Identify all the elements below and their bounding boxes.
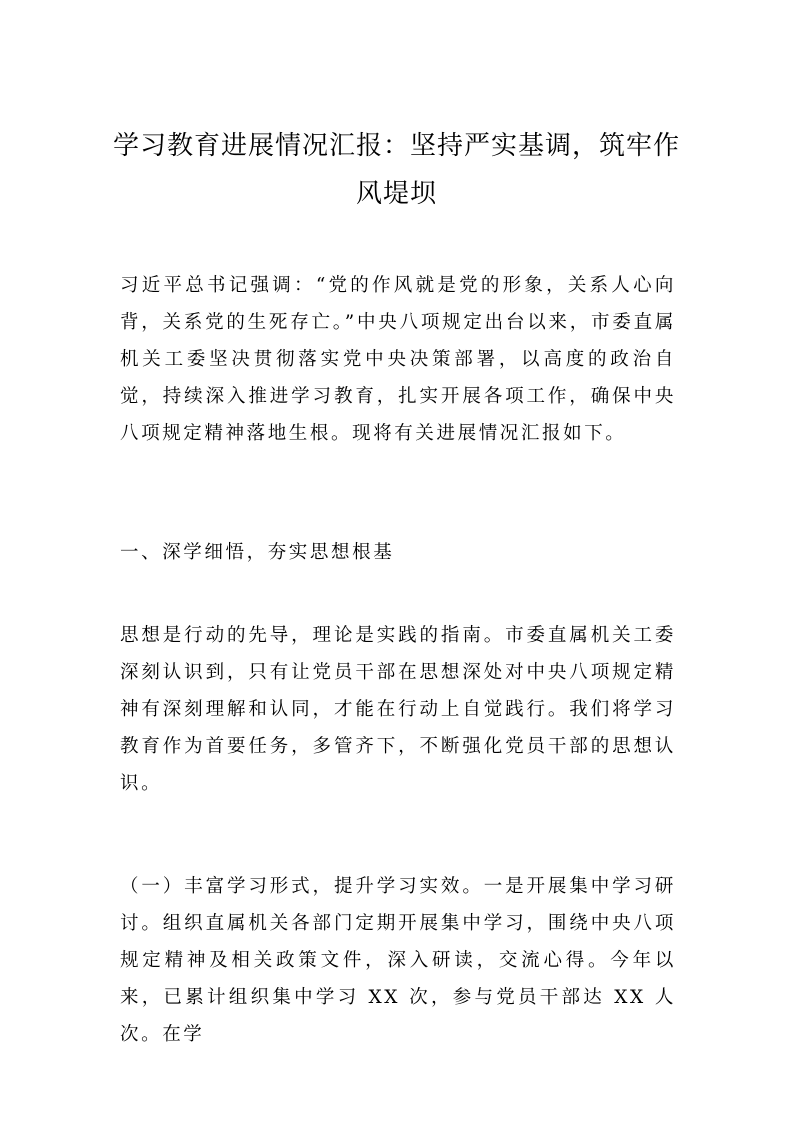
section-heading: 一、深学细悟，夯实思想根基 bbox=[120, 542, 395, 563]
document-title: 学习教育进展情况汇报：坚持严实基调，筑牢作风堤坝 bbox=[112, 131, 680, 209]
intro-paragraph: 习近平总书记强调：“党的作风就是党的形象，关系人心向背，关系党的生死存亡。”中央八项规定出台以来，市委直属机关工委坚决贯彻落实党中央决策部署，以高度的政治自觉，持续深入推进学习教育，扎实开展各项工作，确保中央八项规定精神落地生根。现将有关进展情况汇报如下。 bbox=[120, 275, 676, 444]
body-paragraph: （一）丰富学习形式，提升学习实效。一是开展集中学习研讨。组织直属机关各部门定期开展集中学习，围绕中央八项规定精神及相关政策文件，深入研读，交流心得。今年以来，已累计组织集中学习 XX 次，参与党员干部达 XX 人次。在学 bbox=[120, 876, 676, 1045]
body-paragraph: 思想是行动的先导，理论是实践的指南。市委直属机关工委深刻认识到，只有让党员干部在思想深处对中央八项规定精神有深刻理解和认同，才能在行动上自觉践行。我们将学习教育作为首要任务，多管齐下，不断强化党员干部的思想认识。 bbox=[120, 625, 676, 794]
